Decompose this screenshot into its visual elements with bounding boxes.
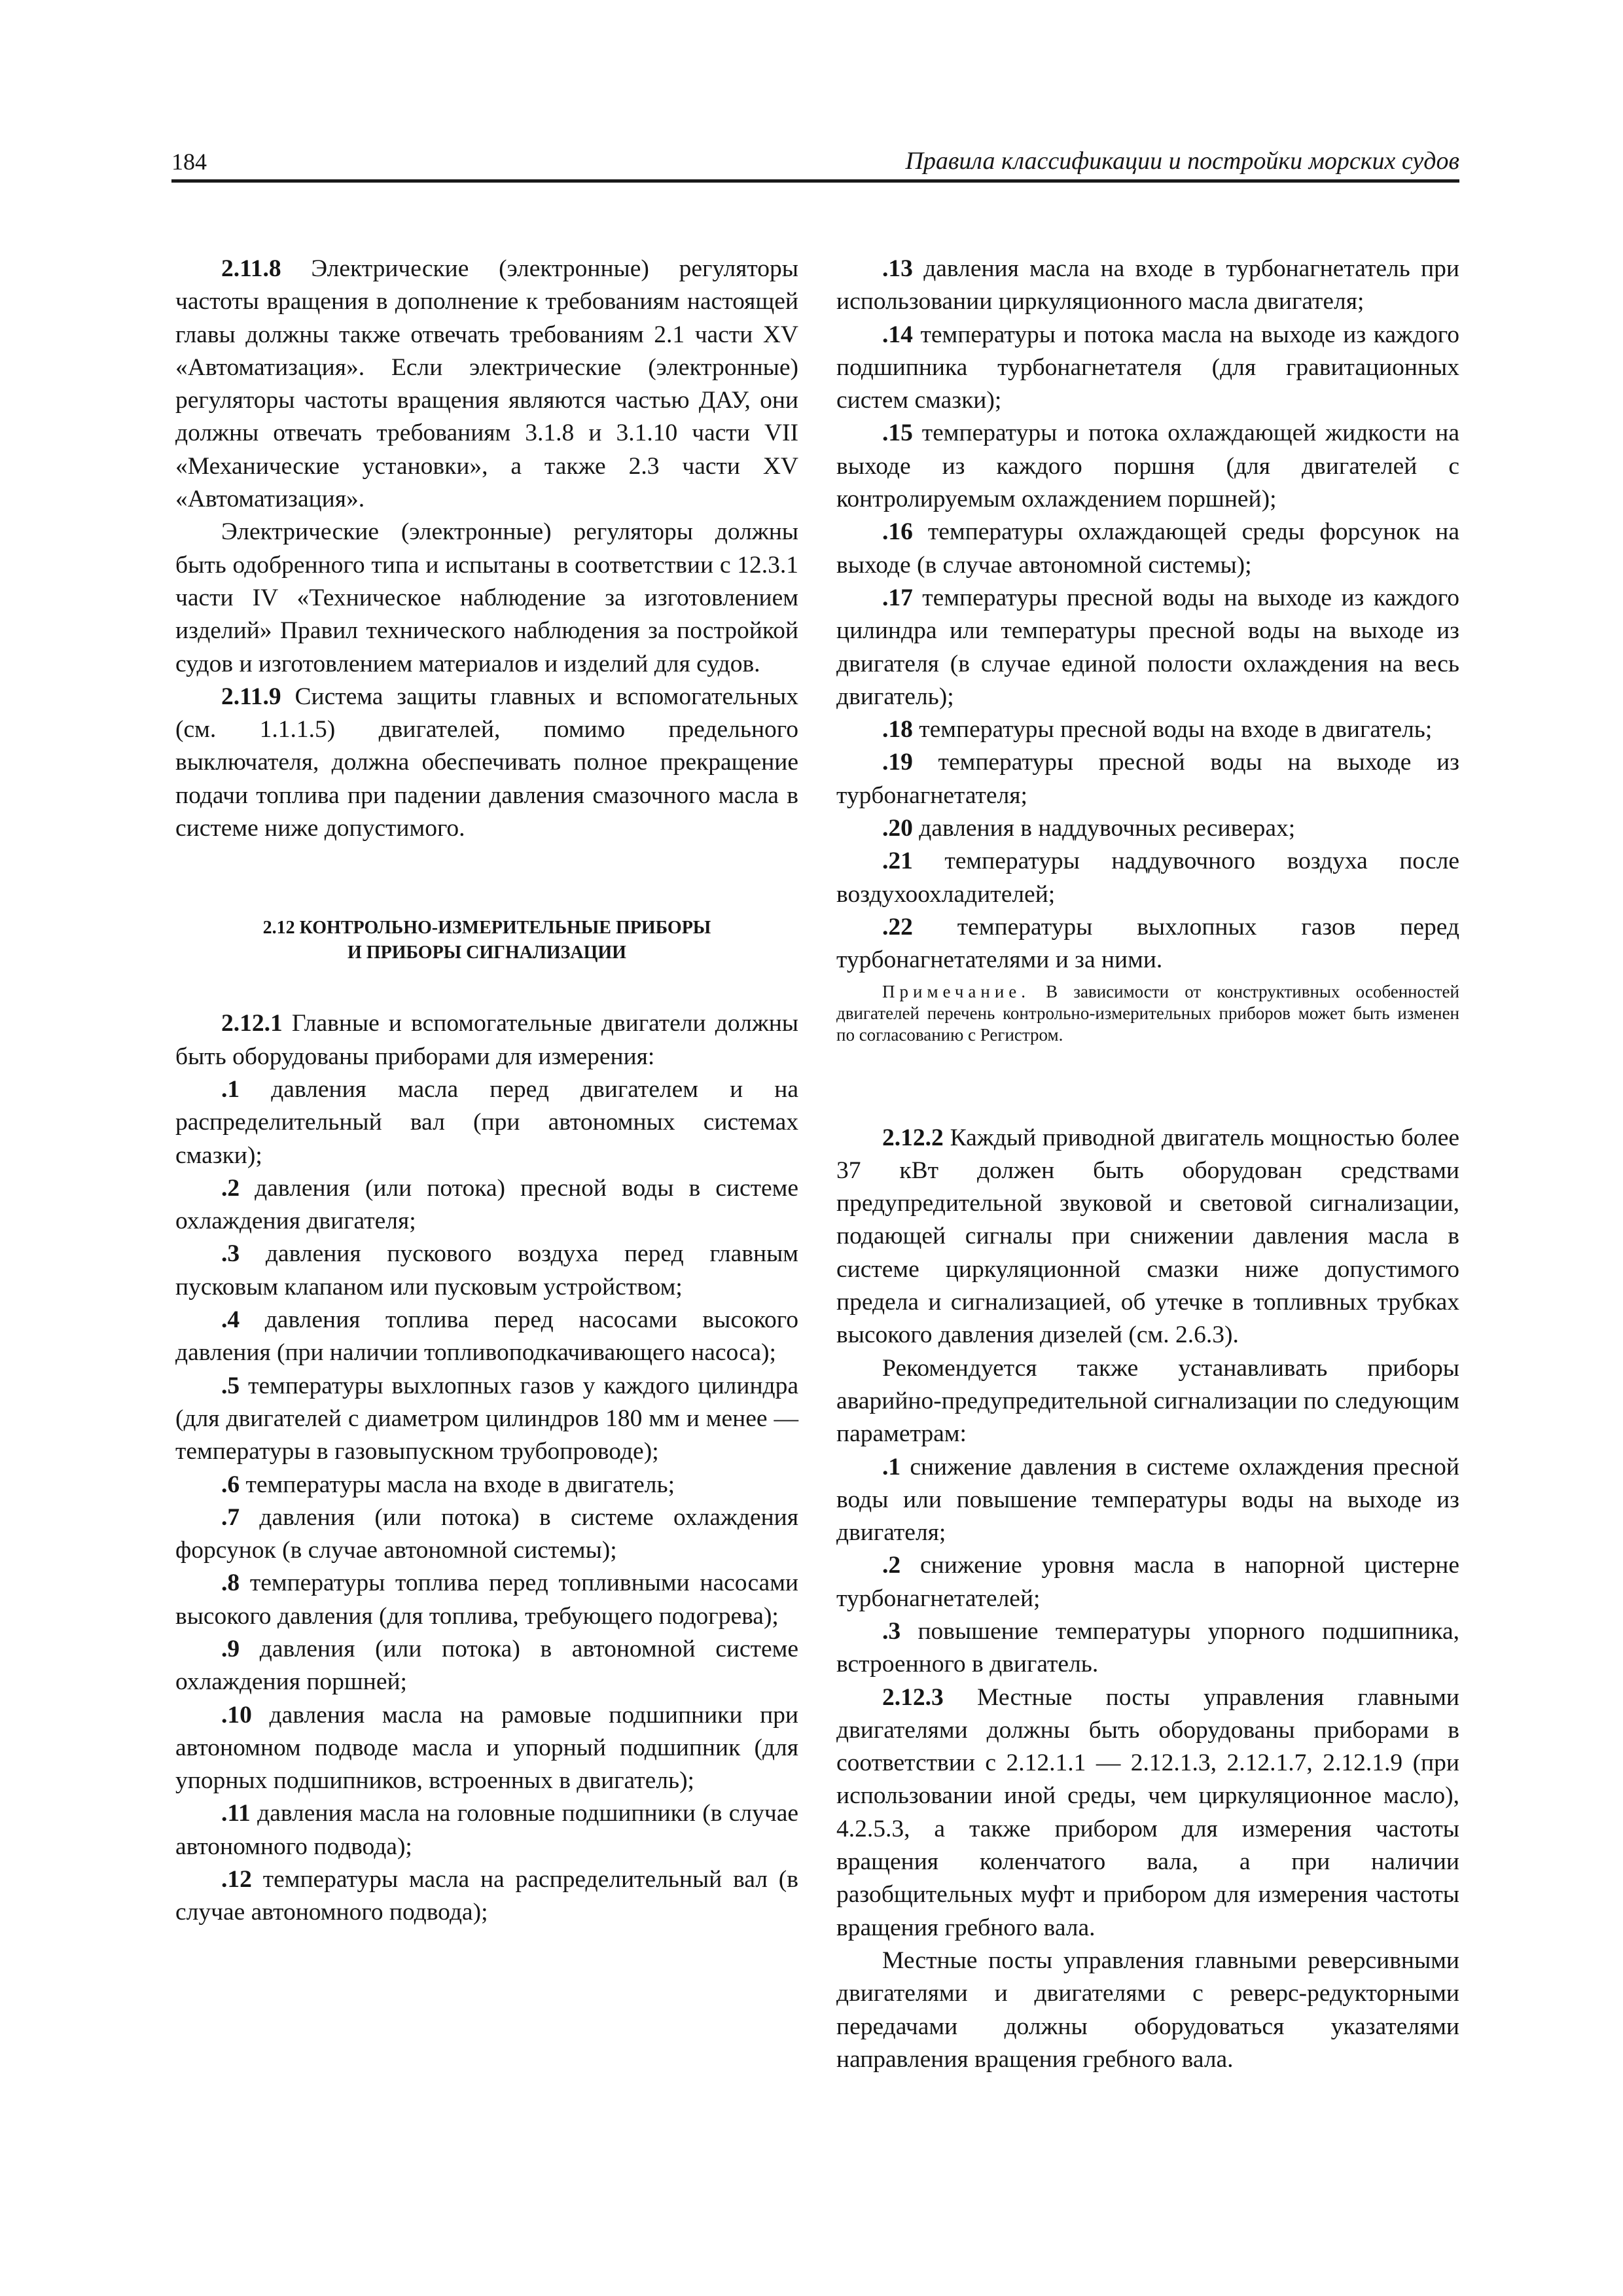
paragraph-2-11-9 (175, 681, 798, 845)
list-item (175, 1797, 798, 1863)
item-number: .8 (221, 1570, 240, 1597)
right-column (836, 253, 1459, 2076)
list-item (175, 1238, 798, 1304)
page-header (171, 140, 1459, 183)
item-number: .22 (882, 913, 913, 941)
list-item (836, 516, 1459, 582)
item-text: температуры и потока охлаждающей жидкости на выходе из каждого поршня (для двигателей с контролируемым охлаждением поршней); (836, 420, 1459, 513)
list-item (175, 1172, 798, 1238)
list-item (175, 1567, 798, 1633)
clause-number: 2.12.1 (221, 1010, 283, 1037)
item-text: температуры выхлопных газов у каждого цилиндра (для двигателей с диаметром цилиндров 180 мм и менее — температуры в газовыпускном трубопроводе); (175, 1372, 798, 1465)
clause-number: 2.11.8 (221, 255, 281, 282)
item-text: давления топлива перед насосами высокого давления (при наличии топливоподкачивающего насоса); (175, 1306, 798, 1367)
item-text: давления масла перед двигателем и на распределительный вал (при автономных системах смазки); (175, 1075, 798, 1169)
paragraph-text: Местные посты управления главными двигателями должны быть оборудованы приборами в соответствии с 2.12.1.1 — 2.12.1.3, 2.12.1.7, 2.12.1.9 (при использовании иной среды, чем циркуляционное масло), 4.2.5.3, а также прибором для измерения частоты вращения коленчатого вала, а при наличии разобщительных муфт и прибором для измерения частоты вращения гребного вала. (836, 1683, 1459, 1941)
clause-number: 2.12.2 (882, 1124, 944, 1151)
item-number: .5 (221, 1372, 240, 1399)
page-number: 184 (171, 149, 207, 175)
item-text: давления масла на головные подшипники (в случае автономного подвода); (175, 1800, 798, 1860)
item-number: .9 (221, 1635, 240, 1662)
paragraph-text: Система защиты главных и вспомогательных (см. 1.1.1.5) двигателей, помимо предельного выключателя, должна обеспечивать полное прекращение подачи топлива при падении давления смазочного масла в системе ниже допустимого. (175, 683, 798, 842)
item-text: давления масла на входе в турбонагнетатель при использовании циркуляционного масла двигателя; (836, 255, 1459, 315)
list-item (175, 1501, 798, 1568)
list-item (836, 845, 1459, 911)
list-item (175, 1633, 798, 1699)
item-number: .2 (221, 1174, 240, 1202)
section-title-line: 2.12 КОНТРОЛЬНО-ИЗМЕРИТЕЛЬНЫЕ ПРИБОРЫ (262, 918, 711, 939)
note-label: Примечание. (882, 981, 1031, 1001)
running-title: Правила классификации и постройки морских судов (905, 147, 1459, 175)
item-number: .16 (882, 518, 913, 546)
item-number: .10 (221, 1701, 252, 1729)
item-text: давления (или потока) пресной воды в системе охлаждения двигателя; (175, 1174, 798, 1235)
list-item (175, 1863, 798, 1929)
list-item (175, 1699, 798, 1798)
item-text: давления (или потока) в системе охлаждения форсунок (в случае автономной системы); (175, 1503, 798, 1564)
item-number: .4 (221, 1306, 240, 1334)
item-number: .17 (882, 584, 913, 611)
item-text: давления масла на рамовые подшипники при автономном подводе масла и упорный подшипник (для упорных подшипников, встроенных в двигатель); (175, 1701, 798, 1795)
list-item (836, 253, 1459, 319)
item-number: .1 (221, 1075, 240, 1103)
clause-number: 2.11.9 (221, 683, 281, 710)
section-title (175, 916, 798, 965)
item-text: температуры выхлопных газов перед турбонагнетателями и за ними. (836, 913, 1459, 974)
item-number: .21 (882, 848, 913, 875)
list-item (836, 582, 1459, 713)
item-number: .7 (221, 1503, 240, 1531)
item-number: .19 (882, 749, 913, 776)
paragraph-2-12-3 (836, 1681, 1459, 1945)
list-item (836, 911, 1459, 977)
list-item (836, 746, 1459, 812)
list-item (836, 713, 1459, 746)
paragraph-2-12-2 (836, 1122, 1459, 1352)
paragraph-2-11-8-continued: Электрические (электронные) регуляторы должны быть одобренного типа и испытаны в соответствии с 12.3.1 части IV «Техническое наблюдение за изготовлением изделий» Правил технического наблюдения за постройкой судов и изготовлением материалов и изделий для судов. (175, 518, 798, 677)
item-number: .20 (882, 815, 913, 842)
note (836, 981, 1459, 1046)
list-item (836, 319, 1459, 418)
list-item (836, 417, 1459, 516)
list-item (175, 1370, 798, 1469)
item-text: температуры наддувочного воздуха после воздухоохладителей; (836, 848, 1459, 908)
left-column (175, 253, 798, 1929)
item-text: снижение уровня масла в напорной цистерне турбонагнетателей; (836, 1552, 1459, 1612)
list-item (836, 1615, 1459, 1681)
paragraph-text: Главные и вспомогательные двигатели должны быть оборудованы приборами для измерения: (175, 1010, 798, 1070)
item-text: температуры пресной воды на выходе из турбонагнетателя; (836, 749, 1459, 809)
item-text: температуры пресной воды на выходе из каждого цилиндра или температуры пресной воды на выходе из двигателя (в случае единой полости охлаждения на весь двигатель); (836, 584, 1459, 710)
item-text: повышение температуры упорного подшипника, встроенного в двигатель. (836, 1617, 1459, 1678)
item-number: .15 (882, 420, 913, 447)
item-text: температуры масла на распределительный вал (в случае автономного подвода); (175, 1866, 798, 1926)
item-number: .12 (221, 1866, 252, 1893)
item-text: давления в наддувочных ресиверах; (912, 815, 1296, 842)
paragraph-2-11-8 (175, 253, 798, 516)
item-number: .13 (882, 255, 913, 282)
paragraph-text: Каждый приводной двигатель мощностью более 37 кВт должен быть оборудован средствами предупредительной звуковой и световой сигнализации, подающей сигналы при снижении давления масла в системе циркуляционной смазки ниже допустимого предела и сигнализацией, об утечке в топливных трубках высокого давления дизелей (см. 2.6.3). (836, 1124, 1459, 1349)
list-item (175, 1304, 798, 1370)
note-text: В зависимости от конструктивных особенностей двигателей перечень контрольно-измерительных приборов может быть изменен по согласованию с Регистром. (836, 981, 1459, 1045)
item-text: температуры и потока масла на выходе из каждого подшипника турбонагнетателя (для гравитационных систем смазки); (836, 321, 1459, 414)
paragraph-2-12-1 (175, 1007, 798, 1073)
list-item (836, 1549, 1459, 1615)
item-text: давления (или потока) в автономной системе охлаждения поршней; (175, 1635, 798, 1696)
item-text: снижение давления в системе охлаждения пресной воды или повышение температуры воды на выходе из двигателя; (836, 1453, 1459, 1547)
item-text: давления пускового воздуха перед главным пусковым клапаном или пусковым устройством; (175, 1240, 798, 1300)
clause-number: 2.12.3 (882, 1683, 944, 1711)
item-number: .18 (882, 716, 913, 744)
paragraph-recommendation: Рекомендуется также устанавливать приборы аварийно-предупредительной сигнализации по следующим параметрам: (836, 1354, 1459, 1448)
item-number: .3 (221, 1240, 240, 1268)
item-number: .11 (221, 1800, 251, 1827)
item-number: .2 (882, 1552, 901, 1579)
item-number: .1 (882, 1453, 901, 1480)
item-text: температуры пресной воды на входе в двигатель; (912, 716, 1433, 744)
paragraph-text: Электрические (электронные) регуляторы частоты вращения в дополнение к требованиям настоящей главы должны также отвечать требованиям 2.1 части XV «Автоматизация». Если электрические (электронные) регуляторы частоты вращения являются частью ДАУ, они должны отвечать требованиям 3.1.8 и 3.1.10 части VII «Механические установки», а также 2.3 части XV «Автоматизация». (175, 255, 798, 513)
list-item (836, 1451, 1459, 1550)
list-item (836, 812, 1459, 845)
list-item (175, 1073, 798, 1172)
paragraph-last: Местные посты управления главными реверсивными двигателями и двигателями с реверс-редукторными передачами должны оборудоваться указателями направления вращения гребного вала. (836, 1946, 1459, 2073)
item-number: .14 (882, 321, 913, 348)
section-title-line: И ПРИБОРЫ СИГНАЛИЗАЦИИ (348, 942, 626, 963)
item-text: температуры масла на входе в двигатель; (240, 1471, 675, 1498)
list-item (175, 1469, 798, 1501)
item-text: температуры охлаждающей среды форсунок на выходе (в случае автономной системы); (836, 518, 1459, 579)
item-number: .6 (221, 1471, 240, 1498)
item-number: .3 (882, 1617, 901, 1645)
item-text: температуры топлива перед топливными насосами высокого давления (для топлива, требующего подогрева); (175, 1570, 798, 1630)
